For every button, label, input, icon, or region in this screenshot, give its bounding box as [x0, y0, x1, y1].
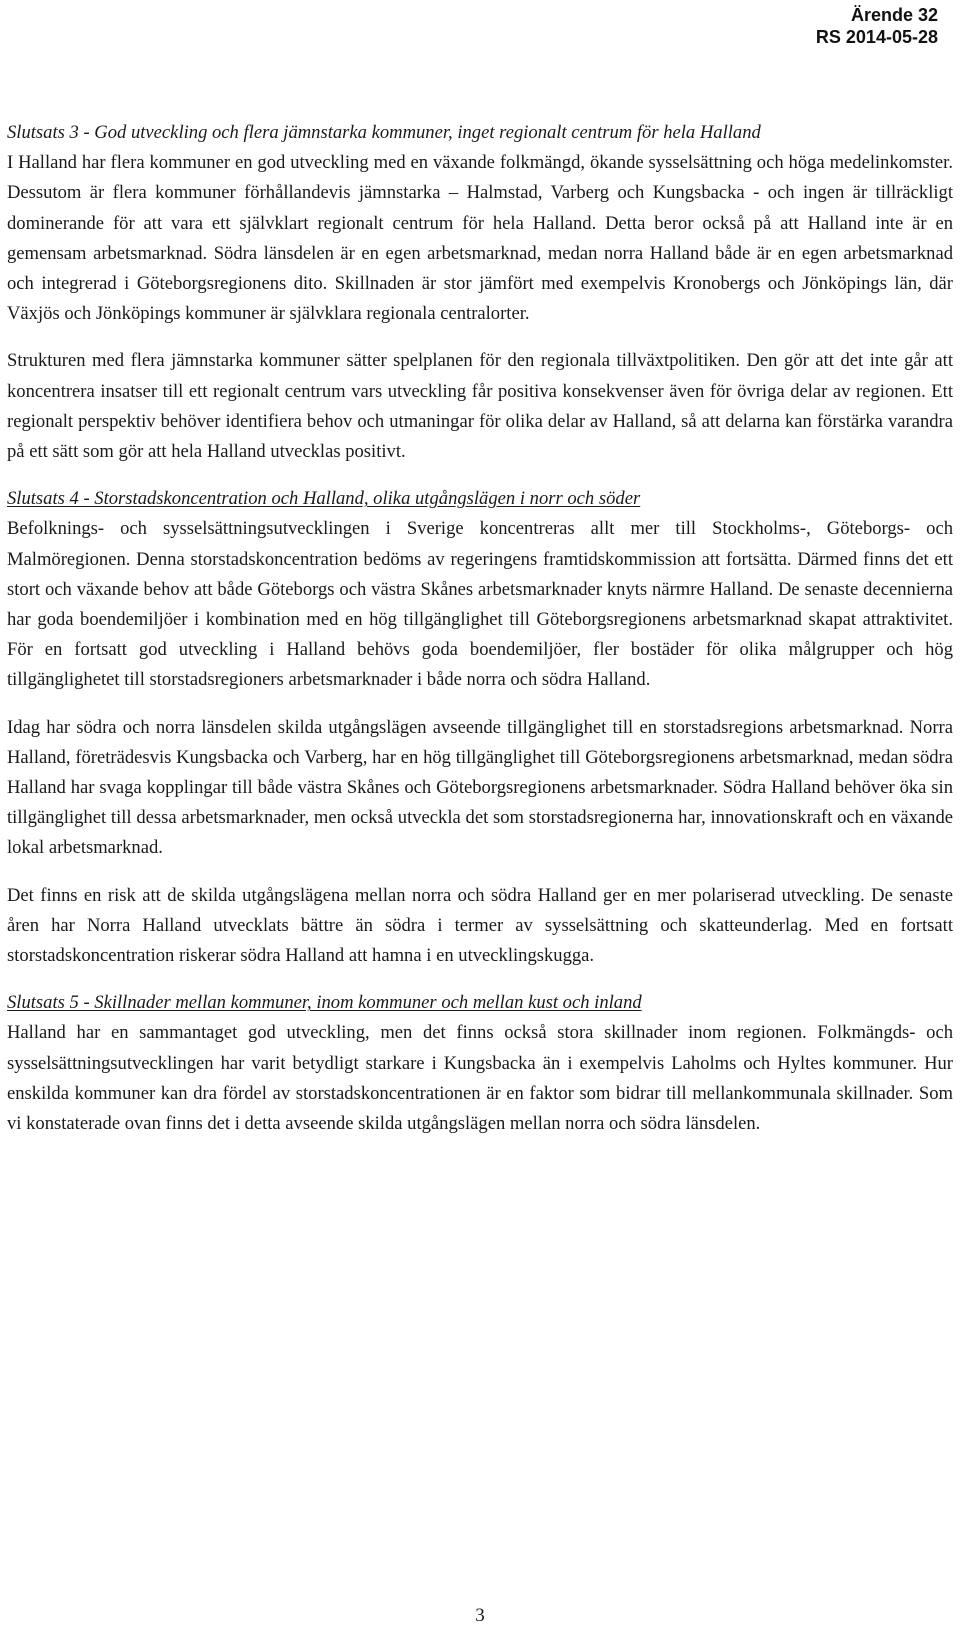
section-5-paragraph-1: Halland har en sammantaget god utveckling, men det finns också stora skillnader inom regionen. Folkmängds- och sysselsättningsutvecklingen har varit betydligt starkare i Kungsbacka än i exempelvis Laholms och Hyltes kommuner. Hur enskilda kommuner kan dra fördel av storstadskoncentrationen är en faktor som bidrar till mellankommunala skillnader. Som vi konstaterade ovan finns det i detta avseende skilda utgångslägen mellan norra och södra länsdelen.: [7, 1022, 953, 1135]
section-5-heading: Slutsats 5 - Skillnader mellan kommuner, inom kommuner och mellan kust och inland: [7, 992, 642, 1014]
section-3-paragraph-1: I Halland har flera kommuner en god utveckling med en växande folkmängd, ökande sysselsättning och höga medelinkomster. Dessutom är flera kommuner förhållandevis jämnstarka – Halmstad, Varberg och Kungsbacka - och ingen är tillräckligt dominerande för att vara ett självklart regionalt centrum för hela Halland. Detta beror också på att Halland inte är en gemensam arbetsmarknad. Södra länsdelen är en egen arbetsmarknad, medan norra Halland både är en egen arbetsmarknad och integrerad i Göteborgsregionens dito. Skillnaden är stor jämfört med exempelvis Kronobergs och Jönköpings län, där Växjös och Jönköpings kommuner är självklara regionala centralorter.: [7, 152, 953, 325]
section-4-paragraph-1: Befolknings- och sysselsättningsutvecklingen i Sverige koncentreras allt mer till Stockholms-, Göteborgs- och Malmöregionen. Denna storstadskoncentration bedöms av regeringens framtidskommission att fortsätta. Därmed finns det ett stort och växande behov att både Göteborgs och västra Skånes arbetsmarknader knyts närmre Halland. De senaste decennierna har goda boendemiljöer i kombination med en hög tillgänglighet till Göteborgsregionens arbetsmarknad skapat attraktivitet. För en fortsatt god utveckling i Halland behövs goda boendemiljöer, fler bostäder för olika målgrupper och hög tillgänglighetet till storstadsregioners arbetsmarknader i både norra och södra Halland.: [7, 518, 953, 691]
section-4-heading: Slutsats 4 - Storstadskoncentration och Halland, olika utgångslägen i norr och söder: [7, 488, 641, 510]
section-4-paragraph-3: Det finns en risk att de skilda utgångslägena mellan norra och södra Halland ger en mer polariserad utveckling. De senaste åren har Norra Halland utvecklats bättre än södra i termer av sysselsättning och skatteunderlag. Med en fortsatt storstadskoncentration riskerar södra Halland att hamna i en utvecklingskugga.: [7, 884, 953, 967]
case-number: Ärende 32: [850, 5, 938, 25]
document-header: [816, 4, 938, 48]
section-3-paragraph-2: Strukturen med flera jämnstarka kommuner sätter spelplanen för den regionala tillväxtpolitiken. Den gör att det inte går att koncentrera insatser till ett regionalt centrum vars utveckling får positiva konsekvenser även för övriga delar av regionen. Ett regionalt perspektiv behöver identifiera behov och utmaningar för olika delar av Halland, så att delarna kan förstärka varandra på ett sätt som gör att hela Halland utvecklas positivt.: [7, 350, 953, 463]
page-number: 3: [475, 1605, 485, 1626]
document-body: [7, 118, 953, 1139]
section-3-heading: Slutsats 3 - God utveckling och flera jämnstarka kommuner, inget regionalt centrum för hela Halland: [7, 122, 761, 143]
document-date: RS 2014-05-28: [815, 27, 938, 47]
section-4-paragraph-2: Idag har södra och norra länsdelen skilda utgångslägen avseende tillgänglighet till en storstadsregions arbetsmarknad. Norra Halland, företrädesvis Kungsbacka och Varberg, har en hög tillgänglighet till Göteborgsregionens arbetsmarknad, medan södra Halland har svaga kopplingar till både västra Skånes och Göteborgsregionens arbetsmarknader. Södra Halland behöver öka sin tillgänglighet till dessa arbetsmarknader, men också utveckla det som storstadsregionerna har, innovationskraft och en växande lokal arbetsmarknad.: [7, 716, 953, 859]
